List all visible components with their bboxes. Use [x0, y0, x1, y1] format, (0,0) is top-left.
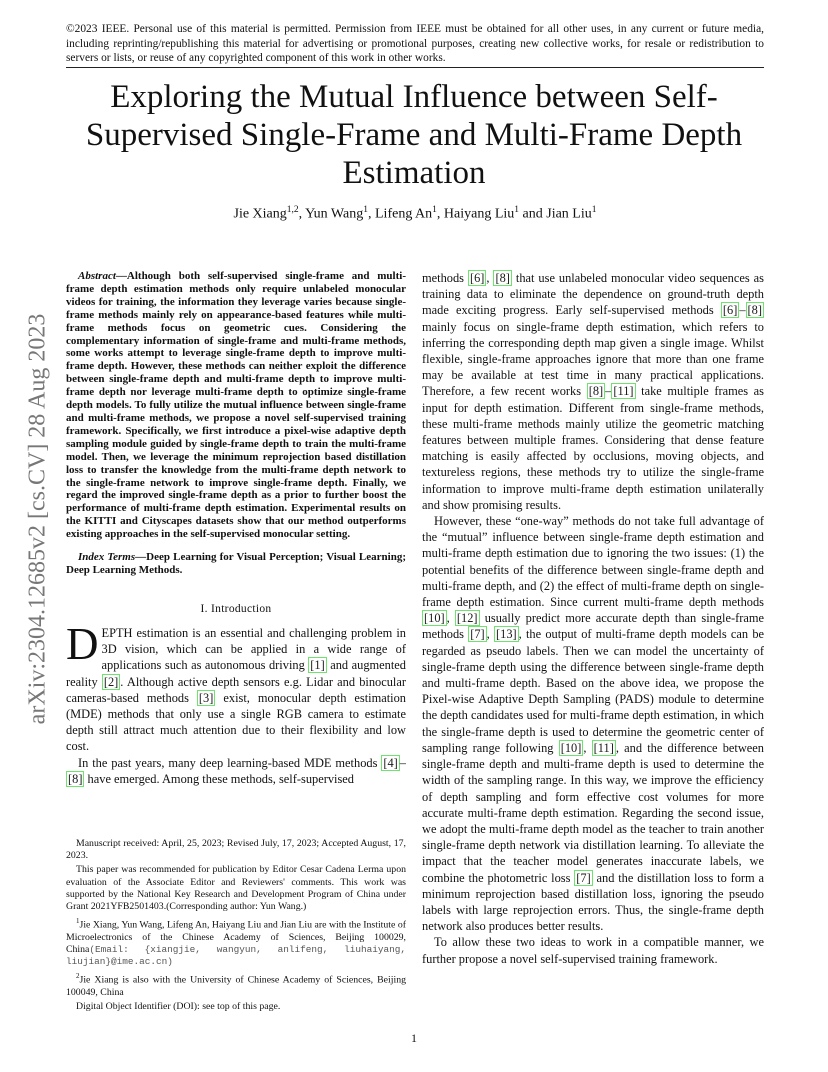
footnote-doi: Digital Object Identifier (DOI): see top of this page.	[76, 1000, 281, 1012]
header-rule	[66, 67, 764, 68]
abstract-text: —Although both self-supervised single-frame and multi-frame depth estimation methods only require unlabeled monocular videos for training, the information they leverage varies because single-frame methods mainly rely on appearance-based features while multi-frame methods focus on geometric cues. Considering the complementary information of single-frame and multi-frame methods, some works attempt to leverage single-frame depth to improve multi-frame depth. However, these methods can neither exploit the difference between single-frame depth and multi-frame depth to improve multi-frame depth nor leverage multi-frame depth to optimize single-frame depth models. To fully utilize the mutual influence between single-frame and multi-frame methods, we propose a novel self-supervised training framework. Specifically, we first introduce a pixel-wise adaptive depth sampling module guided by single-frame depth to train the multi-frame model. Then, we leverage the minimum reprojection based distillation loss to transfer the knowledge from the multi-frame depth network to the single-frame network to improve single-frame depth. Finally, we regard the improved single-frame depth as a prior to further boost the performance of multi-frame depth estimation. Experimental results on the KITTI and Cityscapes datasets show that our method outperforms existing approaches in the self-supervised monocular setting.	[66, 270, 406, 541]
citation-link[interactable]: [8]	[588, 384, 604, 399]
citation-link[interactable]: [12]	[456, 611, 478, 626]
paper-title: Exploring the Mutual Influence between Self-Supervised Single-Frame and Multi-Frame Depth Estimation	[85, 79, 743, 191]
drop-cap: D	[66, 619, 99, 670]
footnote-recommendation: This paper was recommended for publication by Editor Cesar Cadena Lerma upon evaluation of the Associate Editor and Reviewers' comments. This work was supported by the National Key Research and Development Program of China under Grant 2021YFB2501403.(Corresponding author: Yun Wang.)	[66, 864, 406, 913]
arxiv-sidebar	[20, 276, 56, 762]
left-column	[66, 270, 406, 787]
citation-link[interactable]: [10]	[560, 740, 582, 755]
citation-link[interactable]: [3]	[198, 690, 214, 705]
intro-paragraph-3: methods [6] , [8] that use unlabeled monocular video sequences as training data to eliminate the dependence on ground-truth depth made exciting progress. Early self-supervised methods [6] – [8] mainly focus on single-frame depth estimation, which refers to inferring the corresponding depth map given a single image. Whilst flexible, single-frame approaches ignore that more than one frame may be available at test time in many practical applications. Therefore, a few recent works [8] – [11] take multiple frames as input for depth estimation. Different from single-frame methods, these multi-frame methods mainly utilize the geometric matching features between multiple frames. Considering that dense feature matching is easily affected by occlusions, moving objects, and textureless regions, these methods try to utilize the single-frame information to improve multi-frame depth estimation unilaterally and show promising results.	[422, 271, 765, 512]
citation-link[interactable]: [4]	[383, 755, 398, 770]
email-list: (Email: {xiangjie, wangyun, anlifeng, liuhaiyang, liujian}@ime.ac.cn)	[66, 943, 406, 968]
citation-link[interactable]: [7]	[576, 870, 591, 885]
author-name: Lifeng An	[375, 206, 433, 222]
section-heading-introduction: I. Introduction	[200, 603, 272, 616]
intro-paragraph-2: In the past years, many deep learning-based MDE methods [4] –[8] have emerged. Among these methods, self-supervised	[68, 755, 406, 786]
intro-paragraph-5: To allow these two ideas to work in a compatible manner, we further propose a novel self-supervised training framework.	[422, 935, 764, 966]
intro-paragraph-4: However, these “one-way” methods do not take full advantage of the “mutual” influence between single-frame depth estimation and multi-frame depth estimation due to ignoring the two issues: (1) the potential benefits of the difference between single-frame depth and multi-frame depth, and (2) the effect of multi-frame depth on single-frame depth estimation. Since current multi-frame depth methods [10] , [12] usually predict more accurate depth than single-frame methods [7] , [13] , the output of multi-frame depth models can be regarded as pseudo labels. Then we can model the uncertainty of single-frame depth using the difference between single-frame depth and multi-frame depth. Based on the above idea, we propose the Pixel-wise Adaptive Depth Sampling (PADS) module to determine the depth candidates used for multi-frame depth estimation, in which the single-frame depth is used to determine the geometric center of sampling range following [10] , [11] , and the difference between single-frame depth and multi-frame depth is used to determine the width of the sampling range. In this way, we improve the efficiency of depth sampling and form effective cost volumes for more accurate multi-frame depth estimation. Regarding the second issue, we adopt the multi-frame depth model as the teacher to train another single-frame depth network via distillation learning. To alleviate the impact that the teacher model generates inaccurate labels, we combine the photometric loss [7] and the distillation loss to form a minimum reprojection based distillation loss, ignoring the pseudo labels with large reprojection errors. Thus, the single-frame depth network also produces better results.	[422, 514, 765, 934]
footnote-affiliation-1: $^1$Jie Xiang, Yun Wang, Lifeng An, Haiyang Liu and Jian Liu are with the Institute of Microelectronics of the Chinese Academy of Sciences, Beijing 100029, China(Email: {xiangjie, wangyun, anlifeng, liuhaiyang, liujian}@ime.ac.cn)	[66, 917, 406, 968]
citation-link[interactable]: [6]	[722, 303, 738, 318]
citation-link[interactable]: [1]	[310, 658, 325, 673]
page-number: 1	[411, 1031, 417, 1045]
author-name: Yun Wang	[305, 206, 364, 222]
citation-link[interactable]: [10]	[424, 611, 445, 626]
copyright-notice: ©2023 IEEE. Personal use of this material is permitted. Permission from IEEE must be obtained for all other uses, in any current or future media, including reprinting/republishing this material for advertising or promotional purposes, creating new collective works, for resale or redistribution to servers or lists, or reuse of any copyrighted component of this work in other works.	[66, 23, 764, 65]
citation-link[interactable]: [2]	[103, 674, 119, 689]
arxiv-identifier: arXiv:2304.12685v2 [cs.CV] 28 Aug 2023	[24, 313, 51, 725]
index-terms-lead: Index Terms	[78, 551, 136, 564]
citation-link[interactable]: [8]	[68, 771, 83, 786]
author-affiliation: 1,2	[286, 205, 299, 215]
author-affiliation: 1	[591, 205, 597, 215]
citation-link[interactable]: [8]	[747, 303, 762, 318]
abstract-lead: Abstract	[78, 270, 116, 282]
author-name: Jian Liu	[546, 206, 592, 222]
citation-link[interactable]: [13]	[496, 627, 517, 642]
author-affiliation: 1	[363, 205, 368, 215]
citation-link[interactable]: [8]	[495, 271, 510, 285]
right-column	[422, 270, 764, 967]
author-name: Jie Xiang	[233, 206, 287, 222]
author-affiliation: 1	[514, 205, 520, 215]
citation-link[interactable]: [11]	[613, 384, 634, 399]
index-terms-text: —Deep Learning for Visual Perception; Visual Learning; Deep Learning Methods.	[66, 551, 406, 577]
footnote-manuscript: Manuscript received: April, 25, 2023; Revised July, 17, 2023; Accepted August, 17, 2023.	[66, 838, 406, 862]
footnotes	[66, 838, 406, 1015]
abstract	[66, 270, 406, 541]
citation-link[interactable]: [7]	[470, 627, 485, 642]
citation-link[interactable]: [11]	[593, 740, 614, 755]
author-list: Jie Xiang$^{1,2}$, Yun Wang$^1$, Lifeng An$^1$, Haiyang Liu$^1$ and Jian Liu$^1$	[233, 205, 597, 222]
footnote-affiliation-2: $^2$Jie Xiang is also with the University of Chinese Academy of Sciences, Beijing 100049, China	[66, 972, 406, 998]
author-name: Haiyang Liu	[443, 206, 515, 222]
citation-link[interactable]: [6]	[469, 271, 485, 285]
index-terms	[66, 551, 406, 577]
author-affiliation: 1	[432, 205, 437, 215]
intro-paragraph-1: DEPTH estimation is an essential and challenging problem in 3D vision, which can be applied in a wide range of applications such as autonomous driving [1] and augmented reality [2] . Although active depth sensors e.g. Lidar and binocular cameras-based methods [3] exist, monocular depth estimation (MDE) methods that only use a single RGB camera to estimate depth still attract much attention due to their flexibility and low cost.	[66, 619, 407, 754]
